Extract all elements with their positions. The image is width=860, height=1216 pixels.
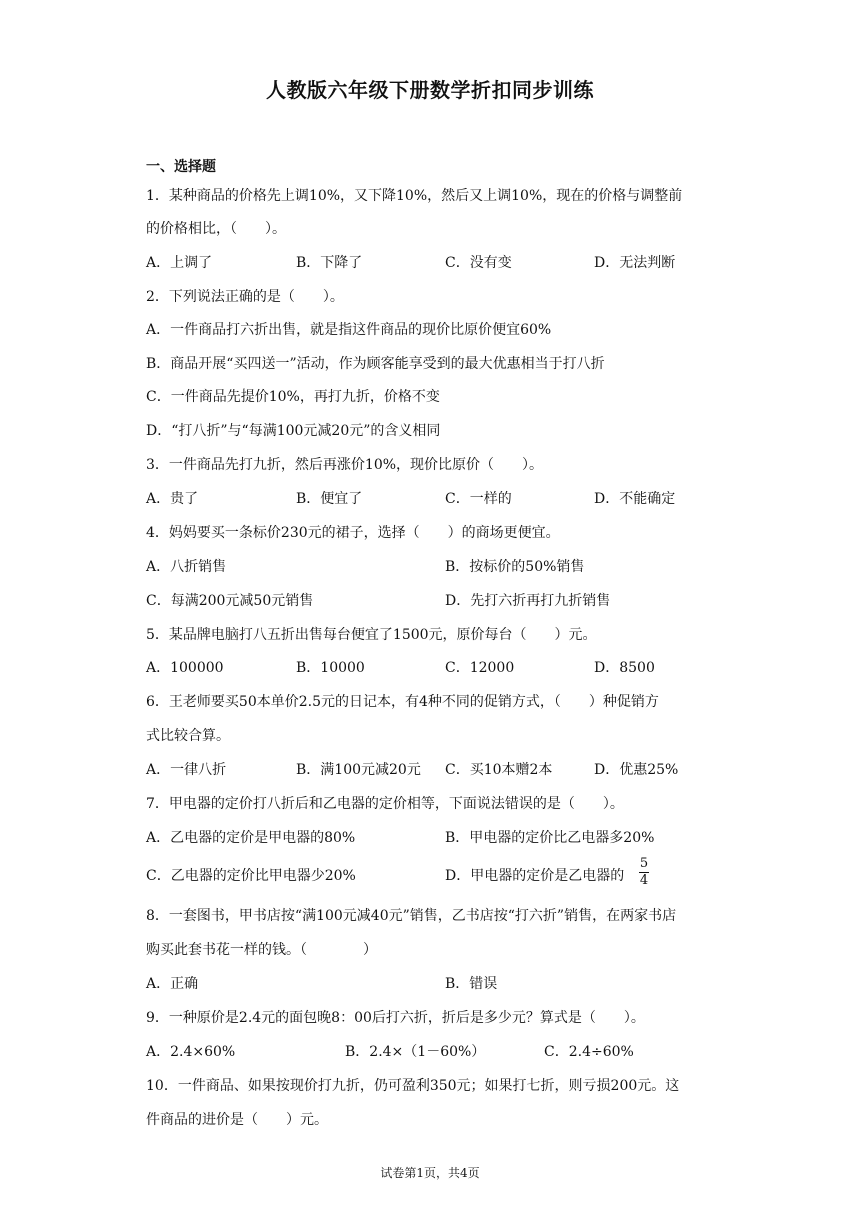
question-10-line-2: 件商品的进价是（ ）元。 — [146, 1112, 328, 1128]
q4-option-d: D．先打六折再打九折销售 — [445, 593, 611, 609]
q5-option-d: D．8500 — [594, 660, 655, 676]
q3-option-b: B．便宜了 — [296, 491, 363, 507]
question-1-line-1: 1．某种商品的价格先上调10%，又下降10%，然后又上调10%，现在的价格与调整前 — [146, 188, 683, 204]
q7-option-d: D．甲电器的定价是乙电器的 — [445, 868, 625, 884]
q9-option-b: B．2.4×（1－60%） — [345, 1044, 486, 1060]
q9-option-c: C．2.4÷60% — [544, 1044, 634, 1060]
q4-option-c: C．每满200元减50元销售 — [146, 593, 314, 609]
q3-option-d: D．不能确定 — [594, 491, 676, 507]
q2-option-c: C．一件商品先提价10%，再打九折，价格不变 — [146, 389, 440, 405]
q7-option-b: B．甲电器的定价比乙电器多20% — [445, 830, 655, 846]
page-footer: 试卷第1页，共4页 — [380, 1166, 480, 1180]
q2-option-d: D．“打八折”与“每满100元减20元”的含义相同 — [146, 423, 441, 439]
question-7-stem: 7．甲电器的定价打八折后和乙电器的定价相等，下面说法错误的是（ ）。 — [146, 796, 624, 812]
fraction-numerator: 5 — [639, 856, 649, 871]
question-4-stem: 4．妈妈要买一条标价230元的裙子，选择（ ）的商场更便宜。 — [146, 525, 560, 541]
q4-option-a: A．八折销售 — [146, 559, 227, 575]
question-9-stem: 9．一种原价是2.4元的面包晚8：00后打六折，折后是多少元？算式是（ ）。 — [146, 1010, 645, 1026]
q9-option-a: A．2.4×60% — [146, 1044, 236, 1060]
question-10-line-1: 10．一件商品、如果按现价打九折，仍可盈利350元；如果打七折，则亏损200元。这 — [146, 1078, 680, 1094]
q8-option-b: B．错误 — [445, 976, 498, 992]
q4-option-b: B．按标价的50%销售 — [445, 559, 585, 575]
q8-option-a: A．正确 — [146, 976, 199, 992]
q6-option-d: D．优惠25% — [594, 762, 679, 778]
question-1-line-2: 的价格相比，（ ）。 — [146, 221, 286, 237]
q5-option-b: B．10000 — [296, 660, 365, 676]
q5-option-c: C．12000 — [445, 660, 515, 676]
question-6-line-1: 6．王老师要买50本单价2.5元的日记本，有4种不同的促销方式，（ ）种促销方 — [146, 694, 659, 710]
question-6-line-2: 式比较合算。 — [146, 728, 230, 744]
q2-option-b: B．商品开展“买四送一”活动，作为顾客能享受到的最大优惠相当于打八折 — [146, 356, 605, 372]
q7-option-a: A．乙电器的定价是甲电器的80% — [146, 830, 356, 846]
question-8-line-1: 8．一套图书，甲书店按“满100元减40元”销售，乙书店按“打六折”销售，在两家书店 — [146, 908, 677, 924]
q1-option-a: A．上调了 — [146, 255, 213, 271]
q7-option-c: C．乙电器的定价比甲电器少20% — [146, 868, 356, 884]
section-heading: 一、选择题 — [146, 159, 216, 175]
fraction-denominator: 4 — [639, 873, 649, 888]
q3-option-a: A．贵了 — [146, 491, 199, 507]
q1-option-c: C．没有变 — [445, 255, 512, 271]
q3-option-c: C．一样的 — [445, 491, 512, 507]
question-8-line-2: 购买此套书花一样的钱。（ ） — [146, 942, 377, 958]
q2-option-a: A．一件商品打六折出售，就是指这件商品的现价比原价便宜60% — [146, 322, 552, 338]
q6-option-a: A．一律八折 — [146, 762, 227, 778]
fraction-five-fourths — [639, 857, 649, 888]
page-title: 人教版六年级下册数学折扣同步训练 — [266, 78, 594, 102]
question-5-stem: 5．某品牌电脑打八五折出售每台便宜了1500元，原价每台（ ）元。 — [146, 627, 597, 643]
q6-option-b: B．满100元减20元 — [296, 762, 421, 778]
q6-option-c: C．买10本赠2本 — [445, 762, 553, 778]
q5-option-a: A．100000 — [146, 660, 224, 676]
question-2-stem: 2．下列说法正确的是（ ）。 — [146, 289, 344, 305]
question-3-stem: 3．一件商品先打九折，然后再涨价10%，现价比原价（ ）。 — [146, 457, 544, 473]
q1-option-d: D．无法判断 — [594, 255, 676, 271]
q1-option-b: B．下降了 — [296, 255, 363, 271]
